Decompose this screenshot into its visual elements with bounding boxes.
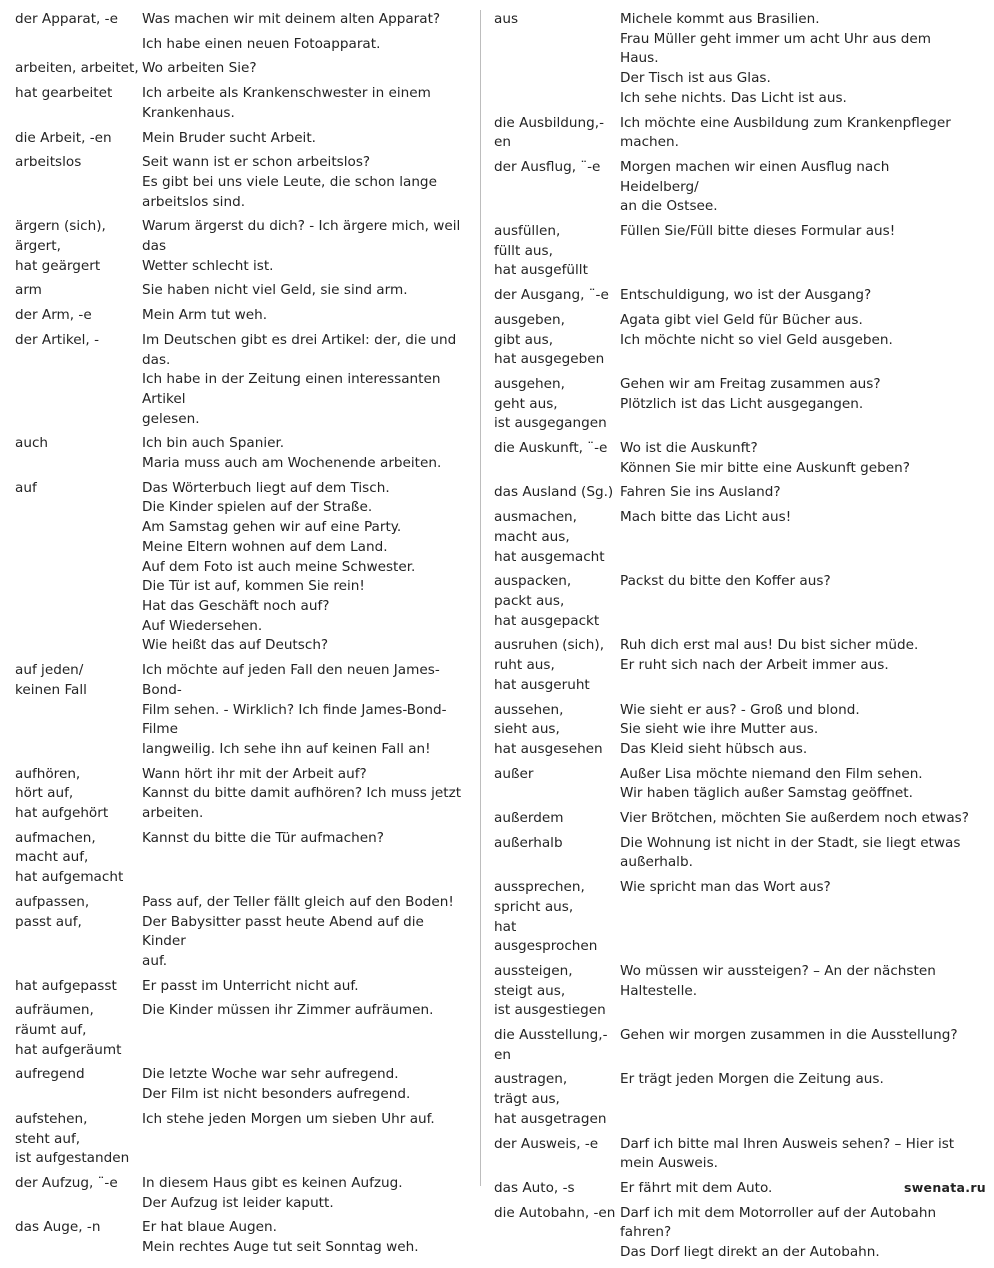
vocab-entry bbox=[15, 331, 470, 430]
example-sentence: Wo ist die Auskunft? Können Sie mir bitte eine Auskunft geben? bbox=[620, 440, 910, 476]
vocab-entry bbox=[15, 765, 470, 824]
headword: außerdem bbox=[494, 810, 564, 827]
headword: das Auge, -n bbox=[15, 1219, 101, 1236]
example-sentence: Wo arbeiten Sie? bbox=[142, 60, 257, 77]
vocab-entry bbox=[494, 10, 969, 109]
right-column bbox=[494, 10, 969, 1268]
example-sentence: Das Wörterbuch liegt auf dem Tisch. Die Kinder spielen auf der Straße. Am Samstag gehen wir auf eine Party. Meine Eltern wohnen auf dem Land. Auf dem Foto ist auch meine Schwester. Die Tür ist auf, kommen Sie rein! Hat das Geschäft noch auf? Auf Wiedersehen. Wie heißt das auf Deutsch? bbox=[142, 479, 416, 654]
headword: die Auskunft, ¨-e bbox=[494, 440, 608, 457]
example-sentence: Kannst du bitte die Tür aufmachen? bbox=[142, 829, 384, 846]
headword: aufpassen, passt auf, bbox=[15, 893, 90, 930]
headword: die Ausstellung,-en bbox=[494, 1027, 608, 1063]
example-sentence: Agata gibt viel Geld für Bücher aus. Ich möchte nicht so viel Geld ausgeben. bbox=[620, 311, 893, 348]
left-column bbox=[15, 10, 470, 1263]
example-sentence: Er fährt mit dem Auto. bbox=[620, 1179, 773, 1196]
vocab-entry bbox=[494, 114, 969, 153]
vocab-entry bbox=[15, 84, 470, 123]
example-sentence: Die letzte Woche war sehr aufregend. Der Film ist nicht besonders aufregend. bbox=[142, 1066, 411, 1103]
example-sentence: Warum ärgerst du dich? - Ich ärgere mich, weil das Wetter schlecht ist. bbox=[142, 218, 461, 274]
vocab-entry bbox=[15, 10, 470, 30]
example-sentence: Vier Brötchen, möchten Sie außerdem noch etwas? bbox=[620, 810, 969, 827]
example-sentence: Außer Lisa möchte niemand den Film sehen. Wir haben täglich außer Samstag geöffnet. bbox=[620, 765, 923, 802]
example-sentence: Darf ich mit dem Motorroller auf der Autobahn fahren? Das Dorf liegt direkt an der Autobahn. bbox=[620, 1204, 937, 1261]
headword: auch bbox=[15, 435, 49, 452]
headword: aufregend bbox=[15, 1066, 85, 1083]
headword: auf jeden/ keinen Fall bbox=[15, 662, 87, 698]
vocab-entry bbox=[494, 809, 969, 829]
headword: außer bbox=[494, 765, 534, 782]
vocab-entry bbox=[15, 893, 470, 972]
vocab-entry bbox=[494, 1070, 969, 1129]
headword: auspacken, packt aus, hat ausgepackt bbox=[494, 573, 600, 629]
example-sentence: Ich stehe jeden Morgen um sieben Uhr auf. bbox=[142, 1110, 435, 1127]
example-sentence: Mein Bruder sucht Arbeit. bbox=[142, 129, 316, 146]
headword: ausfüllen, füllt aus, hat ausgefüllt bbox=[494, 223, 588, 279]
headword: die Ausbildung,-en bbox=[494, 114, 604, 151]
vocab-entry bbox=[494, 508, 969, 567]
headword: arbeitslos bbox=[15, 154, 82, 171]
vocab-entry bbox=[15, 1174, 470, 1213]
headword: der Ausflug, ¨-e bbox=[494, 158, 601, 175]
example-sentence: Wie spricht man das Wort aus? bbox=[620, 879, 831, 896]
vocab-entry bbox=[15, 1001, 470, 1060]
headword: außerhalb bbox=[494, 834, 563, 851]
vocab-entry bbox=[15, 1065, 470, 1104]
vocab-entry bbox=[494, 483, 969, 503]
vocab-entry bbox=[15, 217, 470, 276]
example-sentence: Wann hört ihr mit der Arbeit auf? Kannst du bitte damit aufhören? Ich muss jetzt arbeiten. bbox=[142, 765, 462, 822]
vocab-entry bbox=[15, 1218, 470, 1257]
vocab-entry bbox=[494, 1179, 969, 1199]
vocab-entry bbox=[15, 35, 470, 55]
vocab-entry bbox=[15, 281, 470, 301]
example-sentence: In diesem Haus gibt es keinen Aufzug. Der Aufzug ist leider kaputt. bbox=[142, 1174, 403, 1211]
headword: der Artikel, - bbox=[15, 331, 99, 348]
vocab-entry bbox=[15, 129, 470, 149]
headword: die Arbeit, -en bbox=[15, 129, 112, 146]
example-sentence: Darf ich bitte mal Ihren Ausweis sehen? – Hier ist mein Ausweis. bbox=[620, 1135, 955, 1172]
vocab-entry bbox=[494, 878, 969, 957]
example-sentence: Gehen wir morgen zusammen in die Ausstellung? bbox=[620, 1027, 958, 1044]
example-sentence: Gehen wir am Freitag zusammen aus? Plötzlich ist das Licht ausgegangen. bbox=[620, 375, 881, 412]
headword: arbeiten, arbeitet, bbox=[15, 60, 139, 77]
headword: aussteigen, steigt aus, ist ausgestiegen bbox=[494, 962, 606, 1019]
example-sentence: Wie sieht er aus? - Groß und blond. Sie sieht wie ihre Mutter aus. Das Kleid sieht hübsch aus. bbox=[620, 701, 860, 757]
example-sentence: Füllen Sie/Füll bitte dieses Formular aus! bbox=[620, 223, 896, 240]
vocab-entry bbox=[15, 1110, 470, 1169]
vocab-entry bbox=[15, 829, 470, 888]
vocab-entry bbox=[494, 572, 969, 631]
column-divider bbox=[480, 10, 481, 1186]
vocab-entry bbox=[15, 153, 470, 212]
headword: das Auto, -s bbox=[494, 1179, 575, 1196]
headword: der Aufzug, ¨-e bbox=[15, 1174, 118, 1191]
example-sentence: Wo müssen wir aussteigen? – An der nächsten Haltestelle. bbox=[620, 962, 936, 999]
headword: auf bbox=[15, 479, 37, 496]
example-sentence: Pass auf, der Teller fällt gleich auf den Boden! Der Babysitter passt heute Abend auf die Kinder auf. bbox=[142, 893, 454, 969]
example-sentence: Die Kinder müssen ihr Zimmer aufräumen. bbox=[142, 1002, 434, 1019]
example-sentence: Er passt im Unterricht nicht auf. bbox=[142, 977, 359, 994]
example-sentence: Seit wann ist er schon arbeitslos? Es gibt bei uns viele Leute, die schon lange arbeitslos sind. bbox=[142, 154, 437, 210]
vocab-entry bbox=[15, 306, 470, 326]
example-sentence: Fahren Sie ins Ausland? bbox=[620, 484, 781, 501]
headword: arm bbox=[15, 282, 42, 299]
headword: der Apparat, -e bbox=[15, 11, 118, 27]
headword: aussehen, sieht aus, hat ausgesehen bbox=[494, 701, 603, 757]
example-sentence: Ich bin auch Spanier. Maria muss auch am Wochenende arbeiten. bbox=[142, 435, 442, 472]
example-sentence: Was machen wir mit deinem alten Apparat? bbox=[142, 11, 441, 27]
vocab-entry bbox=[494, 636, 969, 695]
headword: aussprechen, spricht aus, hat ausgesprochen bbox=[494, 879, 598, 955]
vocab-entry bbox=[15, 661, 470, 760]
example-sentence: Im Deutschen gibt es drei Artikel: der, die und das. Ich habe in der Zeitung einen interessanten Artikel gelesen. bbox=[142, 331, 457, 427]
headword: hat gearbeitet bbox=[15, 85, 113, 102]
example-sentence: Ruh dich erst mal aus! Du bist sicher müde. Er ruht sich nach der Arbeit immer aus. bbox=[620, 637, 919, 674]
example-sentence: Er hat blaue Augen. Mein rechtes Auge tut seit Sonntag weh. bbox=[142, 1219, 419, 1256]
example-sentence: Die Wohnung ist nicht in der Stadt, sie liegt etwas außerhalb. bbox=[620, 834, 961, 871]
headword: der Arm, -e bbox=[15, 307, 92, 324]
vocab-entry bbox=[15, 479, 470, 656]
headword: der Ausgang, ¨-e bbox=[494, 287, 609, 304]
vocab-entry bbox=[494, 222, 969, 281]
example-sentence: Michele kommt aus Brasilien. Frau Müller geht immer um acht Uhr aus dem Haus. Der Tisch ist aus Glas. Ich sehe nichts. Das Licht ist aus. bbox=[620, 11, 931, 106]
headword: ausmachen, macht aus, hat ausgemacht bbox=[494, 509, 605, 565]
headword: aufmachen, macht auf, hat aufgemacht bbox=[15, 829, 124, 886]
headword: aufräumen, räumt auf, hat aufgeräumt bbox=[15, 1002, 122, 1058]
example-sentence: Packst du bitte den Koffer aus? bbox=[620, 573, 831, 590]
headword: das Ausland (Sg.) bbox=[494, 484, 614, 501]
example-sentence: Er trägt jeden Morgen die Zeitung aus. bbox=[620, 1071, 884, 1088]
vocab-entry bbox=[15, 59, 470, 79]
headword bbox=[15, 35, 142, 55]
vocab-entry bbox=[494, 158, 969, 217]
vocab-entry bbox=[494, 962, 969, 1021]
headword: austragen, trägt aus, hat ausgetragen bbox=[494, 1071, 607, 1127]
headword: ärgern (sich), ärgert, hat geärgert bbox=[15, 218, 106, 274]
example-sentence: Morgen machen wir einen Ausflug nach Heidelberg/ an die Ostsee. bbox=[620, 158, 890, 215]
headword: aufhören, hört auf, hat aufgehört bbox=[15, 765, 109, 822]
vocab-entry bbox=[494, 286, 969, 306]
vocab-entry bbox=[494, 311, 969, 370]
vocab-entry bbox=[15, 434, 470, 473]
example-sentence: Ich habe einen neuen Fotoapparat. bbox=[142, 35, 381, 52]
vocab-entry bbox=[494, 765, 969, 804]
headword: aufstehen, steht auf, ist aufgestanden bbox=[15, 1110, 130, 1167]
example-sentence: Ich arbeite als Krankenschwester in einem Krankenhaus. bbox=[142, 85, 431, 121]
example-sentence: Mach bitte das Licht aus! bbox=[620, 509, 792, 526]
headword: ausgehen, geht aus, ist ausgegangen bbox=[494, 375, 607, 432]
headword: der Ausweis, -e bbox=[494, 1135, 599, 1152]
vocab-entry bbox=[494, 701, 969, 760]
example-sentence: Mein Arm tut weh. bbox=[142, 307, 268, 324]
example-sentence: Sie haben nicht viel Geld, sie sind arm. bbox=[142, 282, 408, 299]
vocab-entry bbox=[494, 1204, 969, 1263]
vocab-entry bbox=[494, 1135, 969, 1174]
headword: die Autobahn, -en bbox=[494, 1204, 616, 1221]
headword: ausgeben, gibt aus, hat ausgegeben bbox=[494, 311, 605, 368]
watermark: swenata.ru bbox=[903, 1180, 986, 1196]
headword: hat aufgepasst bbox=[15, 977, 117, 994]
example-sentence: Ich möchte eine Ausbildung zum Krankenpfleger machen. bbox=[620, 114, 951, 151]
vocab-entry bbox=[494, 375, 969, 434]
vocab-entry bbox=[15, 977, 470, 997]
example-sentence: Ich möchte auf jeden Fall den neuen James-Bond- Film sehen. - Wirklich? Ich finde James-Bond-Filme langweilig. Ich sehe ihn auf keinen Fall an! bbox=[142, 662, 447, 757]
example-sentence: Entschuldigung, wo ist der Ausgang? bbox=[620, 287, 872, 304]
vocab-entry bbox=[494, 834, 969, 873]
headword: ausruhen (sich), ruht aus, hat ausgeruht bbox=[494, 637, 605, 693]
headword: aus bbox=[494, 11, 519, 27]
vocab-entry bbox=[494, 1026, 969, 1065]
vocab-entry bbox=[494, 439, 969, 478]
